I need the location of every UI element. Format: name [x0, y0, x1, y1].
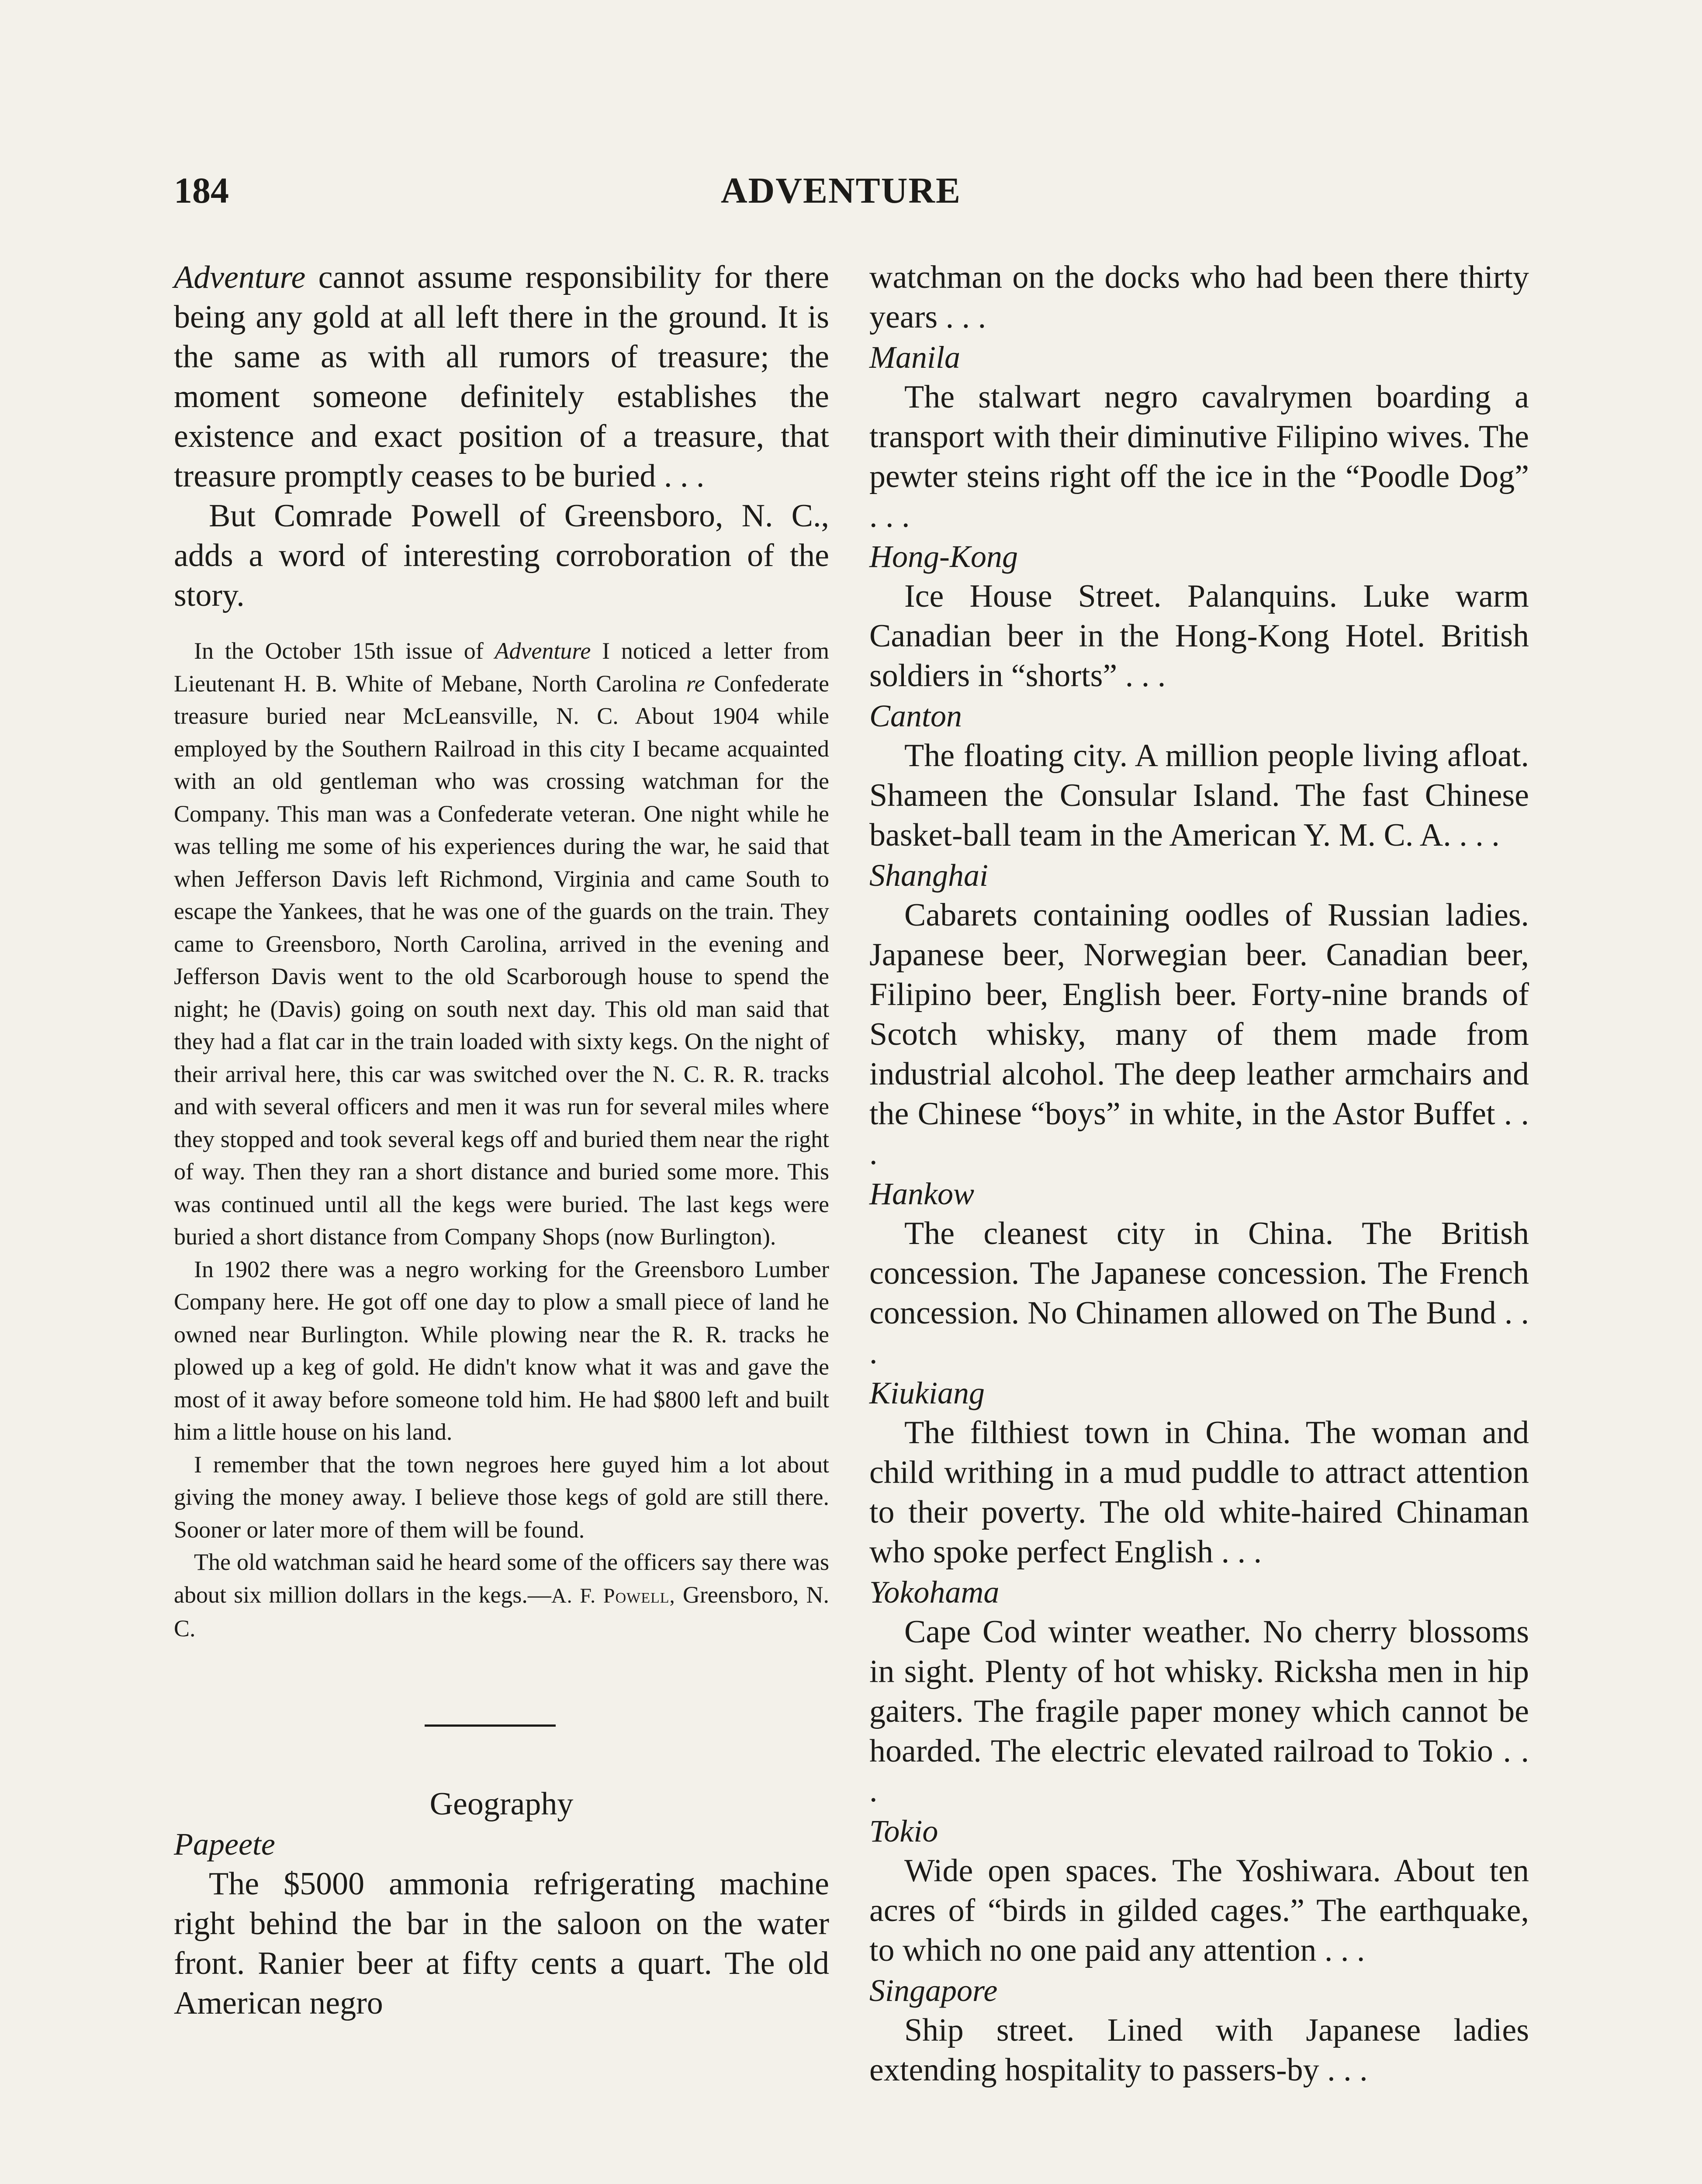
place-heading: Yokohama [869, 1575, 1000, 1610]
letter-text: In the October 15th issue of [194, 638, 495, 664]
place-entry [869, 1970, 1529, 2090]
place-text: Ship street. Lined with Japanese ladies extending hospitality to passers-by . . . [869, 2012, 1529, 2088]
place-heading: Singapore [869, 1973, 998, 2008]
magazine-title: Adventure [495, 638, 591, 664]
place-text: The cleanest city in China. The British concession. The Japanese concession. The French concession. No Chinamen allowed on The Bund . . . [869, 1216, 1529, 1371]
place-text: The stalwart negro cavalrymen boarding a transport with their diminutive Filipino wives. The pewter steins right off the ice in the “Poodle Dog” . . . [869, 379, 1529, 534]
right-column [869, 258, 1529, 2090]
place-heading: Canton [869, 698, 962, 733]
place-heading: Tokio [869, 1814, 938, 1849]
place-text: The filthiest town in China. The woman and child writhing in a mud puddle to attract attention to their poverty. The old white-haired Chinaman who spoke perfect English . . . [869, 1415, 1529, 1570]
place-entry [869, 1572, 1529, 1811]
section-title: Geography [429, 1786, 574, 1822]
place-text: Cabarets containing oodles of Russian ladies. Japanese beer, Norwegian beer. Canadian beer, Filipino beer, English beer. Forty-nine brands of Scotch whisky, many of them made from industrial alcohol. The deep leather armchairs and the Chinese “boys” in white, in the Astor Buffet . . . [869, 897, 1529, 1171]
place-entry [869, 337, 1529, 536]
letter-paragraph-4 [174, 1546, 829, 1645]
place-entry [869, 1811, 1529, 1970]
letter-paragraph-1 [174, 635, 829, 1253]
running-title: ADVENTURE [721, 170, 962, 211]
place-entry [869, 1373, 1529, 1572]
magazine-title: Adventure [174, 259, 306, 295]
letter-text: The old watchman said he heard some of the officers say there was about six million dollars in the kegs.— [174, 1549, 829, 1608]
place-text: The floating city. A million people living afloat. Shameen the Consular Island. The fast Chinese basket-ball team in the American Y. M. C. A. . . . [869, 738, 1529, 853]
letter-text: Confederate treasure buried near McLeansville, N. C. About 1904 while employed by the Southern Railroad in this city I became acquainted with an old gentleman who was crossing watchman for the Company. This man was a Confederate veteran. One night while he was telling me some of his experiences during the war, he said that when Jefferson Davis left Richmond, Virginia and came South to escape the Yankees, that he was one of the guards on the train. They came to Greensboro, North Carolina, arrived in the evening and Jefferson Davis went to the old Scarborough house to spend the night; he (Davis) going on south next day. This old man said that they had a flat car in the train loaded with sixty kegs. On the night of their arrival here, this car was switched over the N. C. R. R. tracks and with several officers and men it was run for several miles where they stopped and took several kegs off and buried them near the right of way. Then they ran a short distance and buried some more. This was continued until all the kegs were buried. The last kegs were buried a short distance from Company Shops (now Burlington). [174, 670, 830, 1250]
place-entry [869, 536, 1529, 696]
page-number: 184 [174, 170, 229, 211]
place-entry [869, 855, 1529, 1174]
place-entry [869, 696, 1529, 855]
letter-text: I noticed a letter from Lieutenant H. B. White of Mebane, North Carolina [174, 638, 829, 697]
letter-re: re [686, 670, 705, 697]
place-text: Ice House Street. Palanquins. Luke warm Canadian beer in the Hong-Kong Hotel. British soldiers in “shorts” . . . [869, 578, 1529, 694]
section-divider [425, 1724, 556, 1727]
letter-paragraph-3: I remember that the town negroes here guyed him a lot about giving the money away. I believe those kegs of gold are still there. Sooner or later more of them will be found. [174, 1451, 829, 1543]
place-heading: Hankow [869, 1176, 974, 1211]
place-heading: Kiukiang [869, 1375, 985, 1410]
place-text: Wide open spaces. The Yoshiwara. About ten acres of “birds in gilded cages.” The earthquake, to which no one paid any attention . . . [869, 1853, 1529, 1968]
place-heading: Manila [869, 340, 960, 375]
intro-paragraph-1 [174, 258, 829, 496]
letter-signature-place: Greensboro, N. C. [174, 1581, 829, 1641]
place-heading: Hong-Kong [869, 539, 1018, 574]
letter-signature-name: A. F. Powell, [551, 1584, 675, 1607]
place-heading: Papeete [174, 1826, 275, 1862]
place-entry [869, 1174, 1529, 1373]
continuation-text: watchman on the docks who had been there thirty years . . . [869, 259, 1529, 335]
place-text: Cape Cod winter weather. No cherry blossoms in sight. Plenty of hot whisky. Ricksha men in hip gaiters. The fragile paper money which cannot be hoarded. The electric elevated railroad to Tokio . . . [869, 1614, 1529, 1809]
letter-paragraph-2: In 1902 there was a negro working for the Greensboro Lumber Company here. He got off one day to plow a small piece of land he owned near Burlington. While plowing near the R. R. tracks he plowed up a keg of gold. He didn't know what it was and gave the most of it away before someone told him. He had $800 left and built him a little house on his land. [174, 1256, 829, 1445]
intro-paragraph-2: But Comrade Powell of Greensboro, N. C., adds a word of interesting corroboration of the story. [174, 498, 829, 613]
place-text: The $5000 ammonia refrigerating machine right behind the bar in the saloon on the water front. Ranier beer at fifty cents a quart. The old American negro [174, 1866, 829, 2021]
left-column [174, 258, 829, 2023]
place-heading: Shanghai [869, 858, 989, 893]
intro-paragraph-1-text: cannot assume responsibility for there being any gold at all left there in the ground. It is the same as with all rumors of treasure; the moment someone definitely establishes the existence and exact position of a treasure, that treasure promptly ceases to be buried . . . [174, 259, 829, 494]
